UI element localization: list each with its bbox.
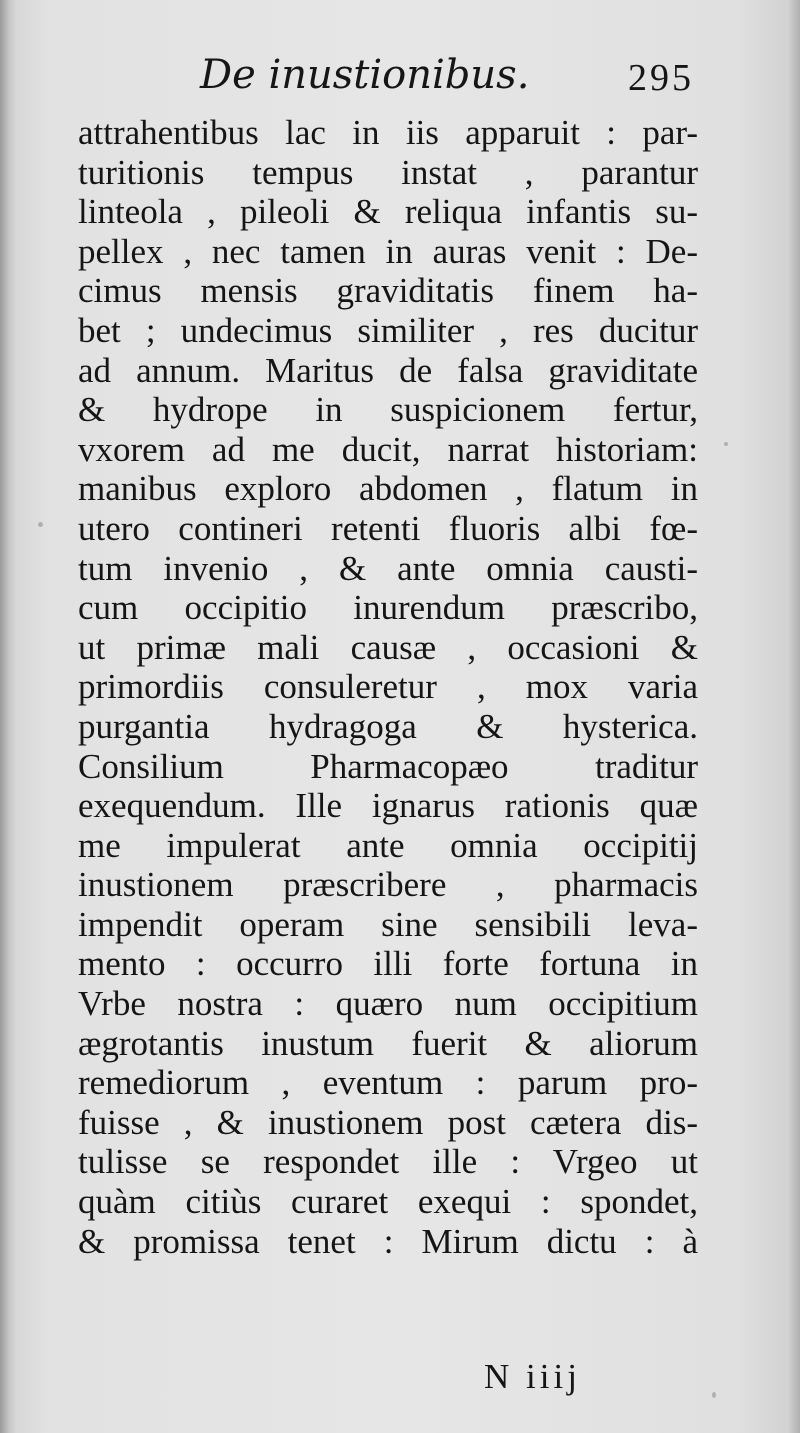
text-line: vxorem ad me ducit, narrat historiam: [78, 429, 698, 469]
text-line: quàm citiùs curaret exequi : spondet, [78, 1182, 698, 1222]
text-line: attrahentibus lac in iis apparuit : par- [78, 113, 698, 152]
text-line: ad annum. Maritus de falsa graviditate [78, 350, 698, 390]
text-line: manibus exploro abdomen , flatum in [78, 469, 698, 509]
text-line: ægrotantis inustum fuerit & aliorum [78, 1023, 698, 1063]
page-edge-shadow [788, 0, 800, 1433]
text-line: linteola , pileoli & reliqua infantis su- [78, 192, 698, 232]
text-line: tulisse se respondet ille : Vrgeo ut [78, 1142, 698, 1182]
text-line: primordiis consuleretur , mox varia [78, 667, 698, 707]
page-number: 295 [628, 57, 694, 99]
text-line: purgantia hydragoga & hysterica. [78, 706, 698, 746]
signature-mark: N iiij [484, 1357, 581, 1396]
ink-speck [724, 442, 728, 446]
text-line: pellex , nec tamen in auras venit : De- [78, 231, 698, 271]
text-line: mento : occurro illi forte fortuna in [78, 944, 698, 984]
text-line: ut primæ mali causæ , occasioni & [78, 627, 698, 667]
text-line: exequendum. Ille ignarus rationis quæ [78, 786, 698, 826]
text-line: cum occipitio inurendum præscribo, [78, 588, 698, 628]
text-line: turitionis tempus instat , parantur [78, 152, 698, 192]
page-header [78, 52, 698, 112]
text-line: & promissa tenet : Mirum dictu : à [78, 1221, 698, 1261]
ink-speck [712, 1392, 716, 1398]
text-line: fuisse , & inustionem post cætera dis- [78, 1102, 698, 1142]
text-line: impendit operam sine sensibili leva- [78, 904, 698, 944]
text-line: cimus mensis graviditatis finem ha- [78, 271, 698, 311]
running-title: De inustionibus. [200, 52, 530, 98]
text-line: Vrbe nostra : quæro num occipitium [78, 984, 698, 1024]
text-line: remediorum , eventum : parum pro- [78, 1063, 698, 1103]
ink-speck [38, 522, 43, 527]
text-line: & hydrope in suspicionem fertur, [78, 390, 698, 430]
text-line: Consilium Pharmacopæo traditur [78, 746, 698, 786]
text-line: me impulerat ante omnia occipitij [78, 825, 698, 865]
text-line: inustionem præscribere , pharmacis [78, 865, 698, 905]
page-gutter-shadow [0, 0, 16, 1433]
text-line: utero contineri retenti fluoris albi fœ- [78, 508, 698, 548]
text-line: bet ; undecimus similiter , res ducitur [78, 310, 698, 350]
body-text [78, 113, 698, 1261]
text-line: tum invenio , & ante omnia causti- [78, 548, 698, 588]
